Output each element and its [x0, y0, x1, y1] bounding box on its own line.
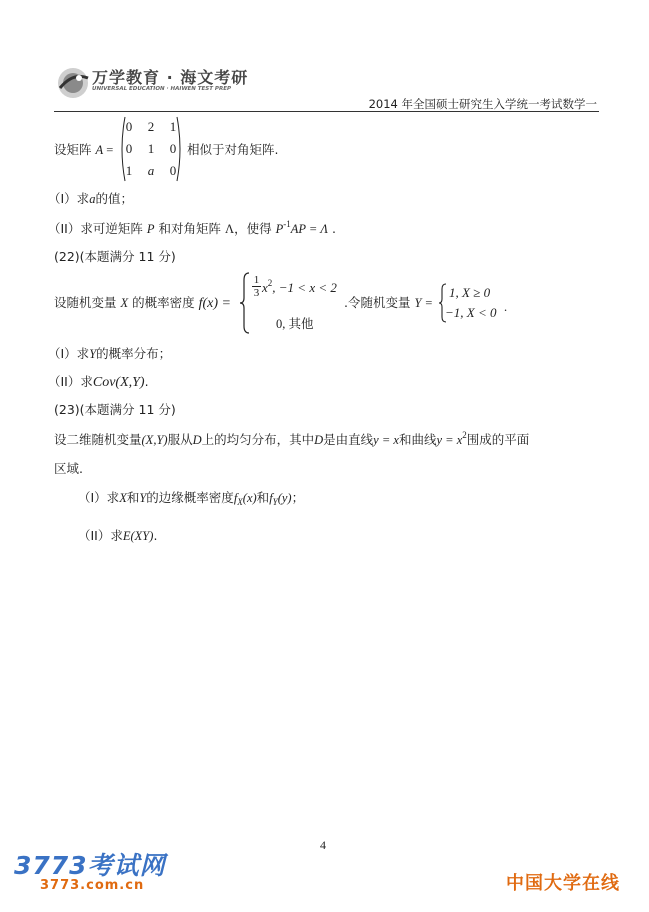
q22-part1: （I）求Y的概率分布；: [48, 346, 172, 361]
fraction-one-third: 1 3: [253, 274, 260, 299]
q23-line2: 区域.: [54, 461, 83, 476]
logo-cn: 万学教育 · 海文考研: [92, 68, 249, 87]
matrix-cell: 2: [147, 119, 155, 134]
q21-intro: 设矩阵 A =: [54, 142, 114, 157]
matrix-cell: a: [147, 163, 155, 178]
q23-line1: 设二维随机变量(X,Y)服从D上的均匀分布，其中D是由直线y = x和曲线$y = x^2$围成的平面: [54, 430, 530, 447]
header-rule: [54, 111, 599, 112]
matrix-cell: 0: [169, 141, 177, 156]
matrix-cell: 1: [147, 141, 155, 156]
matrix-cell: 0: [125, 141, 133, 156]
q22-part2: （II）求Cov(X,Y).: [48, 374, 149, 390]
q22-header: (22)(本题满分 11 分): [54, 249, 176, 264]
density-case-2: 0, 其他: [276, 317, 314, 331]
q21-part2: （II）求可逆矩阵 P 和对角矩阵 Λ，使得 $P^{-1}AP = \Lambda$ .: [48, 219, 336, 236]
q22-density-cases: [240, 272, 350, 334]
matrix-cell: 1: [169, 119, 177, 134]
q23-part2: （II）求E(XY).: [78, 528, 158, 543]
logo-emblem-icon: [56, 66, 90, 100]
q22-intro: 设随机变量 X 的概率密度 f(x) =: [54, 295, 231, 311]
footer-right-logo: 中国大学在线: [506, 873, 620, 894]
matrix-cell: 0: [169, 163, 177, 178]
density-case-1: $x^2$, −1 < x < 2: [262, 278, 337, 295]
y-case-2: −1, X < 0: [445, 305, 497, 320]
header-logo: [56, 62, 256, 106]
footer-left-url: 3773.com.cn: [40, 878, 145, 893]
footer-left-logo: 3773考试网: [14, 851, 166, 880]
q21-matrix: [118, 116, 184, 182]
matrix-cell: 0: [125, 119, 133, 134]
y-case-1: 1, X ≥ 0: [449, 285, 491, 300]
logo-en: UNIVERSAL EDUCATION · HAIWEN TEST PREP: [92, 86, 231, 92]
page-number: 4: [320, 838, 326, 852]
q21-after: 相似于对角矩阵.: [187, 142, 279, 157]
q23-part1: （I）求X和Y的边缘概率密度$f_X(x)$和$f_Y(y)$；: [78, 490, 305, 507]
exam-title: 2014 年全国硕士研究生入学统一考试数学一: [368, 97, 597, 111]
q23-header: (23)(本题满分 11 分): [54, 402, 176, 417]
q21-part1: （I）求a的值；: [48, 191, 133, 206]
matrix-cell: 1: [125, 163, 133, 178]
q22-y-end: .: [504, 300, 508, 314]
q22-let: .令随机变量 Y =: [344, 295, 433, 310]
left-brace: [240, 272, 250, 334]
